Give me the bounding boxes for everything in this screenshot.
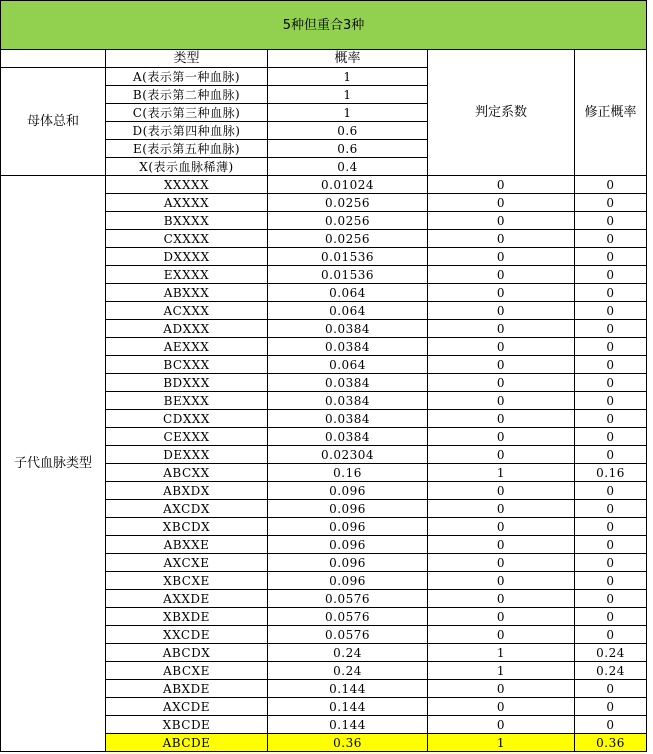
child-coef-cell[interactable]: 1 [428, 644, 575, 662]
child-coef-cell[interactable]: 0 [428, 716, 575, 734]
child-type-cell[interactable]: AXCXE [106, 554, 268, 572]
parent-prob-cell[interactable]: 1 [268, 68, 428, 86]
child-corr-cell[interactable]: 0 [575, 374, 647, 392]
child-prob-cell[interactable]: 0.0384 [268, 374, 428, 392]
child-type-cell[interactable]: CDXXX [106, 410, 268, 428]
header-corr[interactable]: 修正概率 [575, 50, 647, 176]
child-prob-cell[interactable]: 0.0384 [268, 428, 428, 446]
child-corr-cell[interactable]: 0 [575, 266, 647, 284]
child-prob-cell[interactable]: 0.064 [268, 284, 428, 302]
child-type-cell[interactable]: EXXXX [106, 266, 268, 284]
child-prob-cell[interactable]: 0.0576 [268, 608, 428, 626]
header-type[interactable]: 类型 [106, 50, 268, 68]
parent-type-cell[interactable]: D(表示第四种血脉) [106, 122, 268, 140]
child-prob-cell[interactable]: 0.01536 [268, 266, 428, 284]
child-prob-cell[interactable]: 0.0384 [268, 338, 428, 356]
child-prob-cell[interactable]: 0.0576 [268, 626, 428, 644]
child-prob-cell[interactable]: 0.096 [268, 554, 428, 572]
child-type-cell[interactable]: BCXXX [106, 356, 268, 374]
title-cell[interactable]: 5种但重合3种 [0, 0, 647, 50]
child-corr-cell[interactable]: 0 [575, 338, 647, 356]
child-prob-cell[interactable]: 0.0256 [268, 230, 428, 248]
child-type-cell[interactable]: CEXXX [106, 428, 268, 446]
child-coef-cell[interactable]: 0 [428, 590, 575, 608]
child-type-cell[interactable]: AXXDE [106, 590, 268, 608]
child-type-cell[interactable]: ABXDX [106, 482, 268, 500]
child-corr-cell[interactable]: 0 [575, 392, 647, 410]
child-prob-cell[interactable]: 0.0576 [268, 590, 428, 608]
child-corr-cell[interactable]: 0 [575, 194, 647, 212]
child-prob-cell[interactable]: 0.0256 [268, 212, 428, 230]
child-type-cell[interactable]: ABCDX [106, 644, 268, 662]
child-coef-cell[interactable]: 1 [428, 464, 575, 482]
child-corr-cell[interactable]: 0.36 [575, 734, 647, 752]
parent-type-cell[interactable]: X(表示血脉稀薄) [106, 158, 268, 176]
child-corr-cell[interactable]: 0 [575, 536, 647, 554]
child-corr-cell[interactable]: 0 [575, 716, 647, 734]
child-type-cell[interactable]: XBCDX [106, 518, 268, 536]
child-prob-cell[interactable]: 0.16 [268, 464, 428, 482]
child-coef-cell[interactable]: 0 [428, 212, 575, 230]
child-coef-cell[interactable]: 0 [428, 194, 575, 212]
child-type-cell[interactable]: ABXXE [106, 536, 268, 554]
child-prob-cell[interactable]: 0.064 [268, 356, 428, 374]
child-coef-cell[interactable]: 0 [428, 176, 575, 194]
child-coef-cell[interactable]: 0 [428, 698, 575, 716]
parent-type-cell[interactable]: C(表示第三种血脉) [106, 104, 268, 122]
child-type-cell[interactable]: ABCDE [106, 734, 268, 752]
parent-prob-cell[interactable]: 0.6 [268, 122, 428, 140]
child-coef-cell[interactable]: 0 [428, 284, 575, 302]
child-coef-cell[interactable]: 1 [428, 662, 575, 680]
header-blank[interactable] [0, 50, 106, 68]
child-type-cell[interactable]: AEXXX [106, 338, 268, 356]
child-type-cell[interactable]: XBCXE [106, 572, 268, 590]
child-coef-cell[interactable]: 0 [428, 446, 575, 464]
child-type-cell[interactable]: BXXXX [106, 212, 268, 230]
header-coef[interactable]: 判定系数 [428, 50, 575, 176]
child-corr-cell[interactable]: 0 [575, 410, 647, 428]
child-type-cell[interactable]: ACXXX [106, 302, 268, 320]
child-coef-cell[interactable]: 0 [428, 266, 575, 284]
child-coef-cell[interactable]: 0 [428, 518, 575, 536]
child-prob-cell[interactable]: 0.0384 [268, 392, 428, 410]
child-prob-cell[interactable]: 0.096 [268, 482, 428, 500]
child-prob-cell[interactable]: 0.096 [268, 536, 428, 554]
parent-prob-cell[interactable]: 0.6 [268, 140, 428, 158]
child-type-cell[interactable]: CXXXX [106, 230, 268, 248]
child-corr-cell[interactable]: 0 [575, 446, 647, 464]
child-corr-cell[interactable]: 0 [575, 572, 647, 590]
child-corr-cell[interactable]: 0 [575, 176, 647, 194]
parent-type-cell[interactable]: E(表示第五种血脉) [106, 140, 268, 158]
child-type-cell[interactable]: ADXXX [106, 320, 268, 338]
child-corr-cell[interactable]: 0 [575, 554, 647, 572]
child-coef-cell[interactable]: 0 [428, 554, 575, 572]
child-prob-cell[interactable]: 0.36 [268, 734, 428, 752]
child-type-cell[interactable]: AXCDE [106, 698, 268, 716]
child-coef-cell[interactable]: 0 [428, 608, 575, 626]
child-corr-cell[interactable]: 0.16 [575, 464, 647, 482]
child-coef-cell[interactable]: 1 [428, 734, 575, 752]
child-corr-cell[interactable]: 0 [575, 500, 647, 518]
child-type-cell[interactable]: DEXXX [106, 446, 268, 464]
child-prob-cell[interactable]: 0.144 [268, 680, 428, 698]
child-prob-cell[interactable]: 0.24 [268, 644, 428, 662]
child-prob-cell[interactable]: 0.01024 [268, 176, 428, 194]
parent-group-label[interactable]: 母体总和 [0, 68, 106, 176]
child-prob-cell[interactable]: 0.064 [268, 302, 428, 320]
child-type-cell[interactable]: XBXDE [106, 608, 268, 626]
child-coef-cell[interactable]: 0 [428, 356, 575, 374]
child-corr-cell[interactable]: 0 [575, 230, 647, 248]
child-corr-cell[interactable]: 0 [575, 320, 647, 338]
child-coef-cell[interactable]: 0 [428, 320, 575, 338]
child-prob-cell[interactable]: 0.096 [268, 518, 428, 536]
child-type-cell[interactable]: BEXXX [106, 392, 268, 410]
child-type-cell[interactable]: XXXXX [106, 176, 268, 194]
parent-prob-cell[interactable]: 0.4 [268, 158, 428, 176]
child-group-label[interactable]: 子代血脉类型 [0, 176, 106, 752]
child-corr-cell[interactable]: 0 [575, 248, 647, 266]
child-prob-cell[interactable]: 0.096 [268, 500, 428, 518]
child-corr-cell[interactable]: 0.24 [575, 662, 647, 680]
child-corr-cell[interactable]: 0 [575, 626, 647, 644]
child-corr-cell[interactable]: 0 [575, 590, 647, 608]
child-type-cell[interactable]: ABCXE [106, 662, 268, 680]
child-corr-cell[interactable]: 0 [575, 212, 647, 230]
child-corr-cell[interactable]: 0.24 [575, 644, 647, 662]
child-coef-cell[interactable]: 0 [428, 374, 575, 392]
child-type-cell[interactable]: BDXXX [106, 374, 268, 392]
child-coef-cell[interactable]: 0 [428, 572, 575, 590]
child-coef-cell[interactable]: 0 [428, 428, 575, 446]
header-prob[interactable]: 概率 [268, 50, 428, 68]
child-prob-cell[interactable]: 0.144 [268, 716, 428, 734]
child-coef-cell[interactable]: 0 [428, 392, 575, 410]
parent-type-cell[interactable]: A(表示第一种血脉) [106, 68, 268, 86]
child-corr-cell[interactable]: 0 [575, 428, 647, 446]
child-corr-cell[interactable]: 0 [575, 680, 647, 698]
child-prob-cell[interactable]: 0.0384 [268, 410, 428, 428]
child-prob-cell[interactable]: 0.096 [268, 572, 428, 590]
child-corr-cell[interactable]: 0 [575, 608, 647, 626]
child-type-cell[interactable]: AXXXX [106, 194, 268, 212]
child-prob-cell[interactable]: 0.01536 [268, 248, 428, 266]
child-type-cell[interactable]: AXCDX [106, 500, 268, 518]
child-prob-cell[interactable]: 0.0384 [268, 320, 428, 338]
child-coef-cell[interactable]: 0 [428, 536, 575, 554]
child-prob-cell[interactable]: 0.0256 [268, 194, 428, 212]
child-coef-cell[interactable]: 0 [428, 410, 575, 428]
child-type-cell[interactable]: XBCDE [106, 716, 268, 734]
child-prob-cell[interactable]: 0.24 [268, 662, 428, 680]
child-coef-cell[interactable]: 0 [428, 500, 575, 518]
child-coef-cell[interactable]: 0 [428, 626, 575, 644]
child-type-cell[interactable]: DXXXX [106, 248, 268, 266]
child-corr-cell[interactable]: 0 [575, 518, 647, 536]
child-prob-cell[interactable]: 0.144 [268, 698, 428, 716]
child-coef-cell[interactable]: 0 [428, 680, 575, 698]
child-coef-cell[interactable]: 0 [428, 302, 575, 320]
child-corr-cell[interactable]: 0 [575, 302, 647, 320]
child-coef-cell[interactable]: 0 [428, 230, 575, 248]
child-type-cell[interactable]: ABXXX [106, 284, 268, 302]
child-corr-cell[interactable]: 0 [575, 284, 647, 302]
parent-prob-cell[interactable]: 1 [268, 86, 428, 104]
child-coef-cell[interactable]: 0 [428, 338, 575, 356]
child-corr-cell[interactable]: 0 [575, 482, 647, 500]
child-type-cell[interactable]: ABCXX [106, 464, 268, 482]
child-type-cell[interactable]: ABXDE [106, 680, 268, 698]
child-coef-cell[interactable]: 0 [428, 482, 575, 500]
parent-type-cell[interactable]: B(表示第二种血脉) [106, 86, 268, 104]
child-type-cell[interactable]: XXCDE [106, 626, 268, 644]
parent-prob-cell[interactable]: 1 [268, 104, 428, 122]
child-corr-cell[interactable]: 0 [575, 356, 647, 374]
child-prob-cell[interactable]: 0.02304 [268, 446, 428, 464]
child-coef-cell[interactable]: 0 [428, 248, 575, 266]
child-corr-cell[interactable]: 0 [575, 698, 647, 716]
